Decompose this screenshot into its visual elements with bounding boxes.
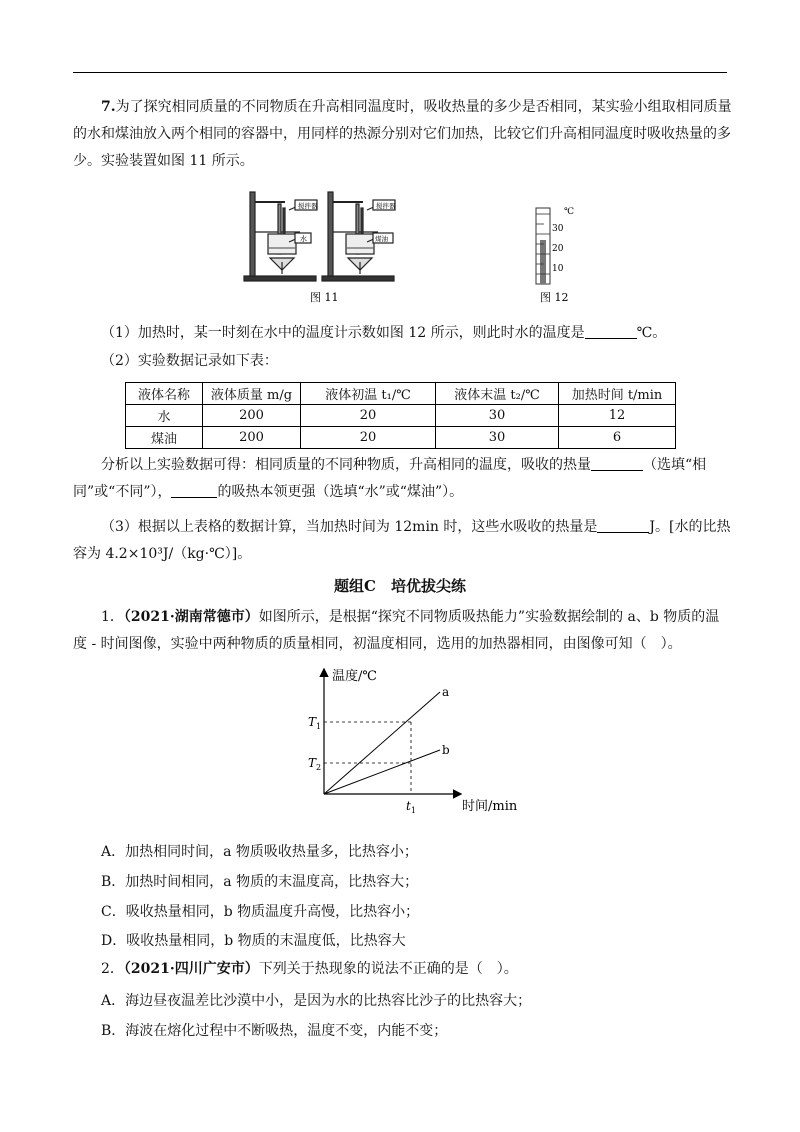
tick-20: 20 [552,244,564,254]
qC1-option-c[interactable]: C．吸收热量相同，b 物质温度升高慢，比热容小； [101,904,420,920]
table-cell: 20 [301,405,436,427]
q7-sub2: （2）实验数据记录如下表： [101,353,278,369]
q7-number: 7. [101,99,116,115]
table-cell: 20 [301,427,436,449]
table-header-row [126,383,676,405]
table-header: 液体末温 t₂/℃ [436,383,559,405]
figure-11 [240,188,415,308]
table-header: 加热时间 t/min [559,383,676,405]
line-b [324,750,440,794]
q7-analysis-text-b: （选填“相同”或“不同”）， [73,457,707,500]
q7-sub3 [73,514,733,568]
q7-sub1 [73,320,733,347]
qC2-source: （2021·四川广安市） [123,961,259,977]
table-row [126,405,676,427]
T1-label: $T_1$ [308,715,322,731]
table-cell: 12 [559,405,676,427]
q7-sub1-text: （1）加热时，某一时刻在水中的温度计示数如图 12 所示，则此时水的温度是 [101,325,585,341]
q7-analysis-text-c: 的吸热本领更强（选填“水”或“煤油”）。 [217,484,464,500]
t1-label: $t_1$ [406,799,416,815]
data-table [125,382,676,449]
table-cell: 6 [559,427,676,449]
qC1-stem [73,604,733,658]
figure-12-caption: 图 12 [540,291,569,304]
answer-blank-3[interactable] [171,483,217,498]
table-cell: 水 [126,405,203,427]
qC2-text: 下列关于热现象的说法不正确的是（ ）。 [258,961,518,977]
label-water: 水 [300,235,307,243]
qC1-option-a[interactable]: A．加热相同时间，a 物质吸收热量多，比热容小； [101,844,418,860]
table-header: 液体名称 [126,383,203,405]
figure-12 [528,200,588,306]
header-rule [73,72,727,73]
table-cell: 30 [436,427,559,449]
table-cell: 200 [203,427,301,449]
q7-sub1-unit: ℃。 [636,325,667,341]
y-axis-label: 温度/℃ [332,669,377,684]
thermometer-unit: ℃ [564,207,575,217]
qC2-option-b[interactable]: B．海波在熔化过程中不断吸热，温度不变，内能不变； [101,1023,448,1039]
section-title: 题组C 培优拔尖练 [334,577,466,595]
qC1-source: （2021·湖南常德市） [123,609,259,625]
mercury-column [540,240,546,284]
line-a [324,692,440,794]
label-stirrer-1: 搅拌器 [298,202,318,210]
qC1-option-b[interactable]: B．加热时间相同，a 物质的末温度高，比热容大； [101,874,419,890]
q7-analysis-text-a: 分析以上实验数据可得：相同质量的不同种物质，升高相同的温度，吸收的热量 [101,457,591,473]
q7-sub3-text-b: J。[水的比热容为 4.2×10³J/（kg·℃）]。 [73,519,731,562]
q7-analysis [73,452,733,506]
table-cell: 煤油 [126,427,203,449]
table-header: 液体初温 t₁/℃ [301,383,436,405]
label-stirrer-2: 搅拌器 [376,202,396,210]
line-b-label: b [442,743,450,757]
qC1-number: 1． [101,609,124,625]
answer-blank-1[interactable] [585,324,637,339]
table-row [126,427,676,449]
table-header: 液体质量 m/g [203,383,301,405]
tick-10: 10 [552,264,564,274]
q7-intro [73,94,733,175]
qC2-option-a[interactable]: A．海边昼夜温差比沙漠中小，是因为水的比热容比沙子的比热容大； [101,993,532,1009]
table-cell: 30 [436,405,559,427]
qC1-text: 如图所示，是根据“探究不同物质吸热能力”实验数据绘制的 a、b 物质的温度 - 时间图像，实验中两种物质的质量相同，初温度相同，选用的加热器相同，由图像可知（ ）。 [73,609,720,652]
qC2-number: 2． [101,961,124,977]
qC2-stem [73,956,733,983]
qC1-option-d[interactable]: D．吸收热量相同，b 物质的末温度低，比热容大 [101,933,406,949]
q7-intro-text: 为了探究相同质量的不同物质在升高相同温度时，吸收热量的多少是否相同，某实验小组取相同质量的水和煤油放入两个相同的容器中，用同样的热源分别对它们加热，比较它们升高相同温度时吸收热量的多少。实验装置如图 11 所示。 [73,99,732,169]
answer-blank-4[interactable] [597,518,649,533]
x-axis-label: 时间/min [462,799,518,814]
figure-11-caption: 图 11 [310,291,339,304]
label-oil: 煤油 [375,235,388,243]
table-cell: 200 [203,405,301,427]
line-a-label: a [442,685,450,699]
answer-blank-2[interactable] [591,456,643,471]
q7-sub3-text-a: （3）根据以上表格的数据计算，当加热时间为 12min 时，这些水吸收的热量是 [101,519,598,535]
tick-30: 30 [552,224,564,234]
temperature-time-graph [300,662,530,822]
T2-label: $T_2$ [308,756,322,772]
